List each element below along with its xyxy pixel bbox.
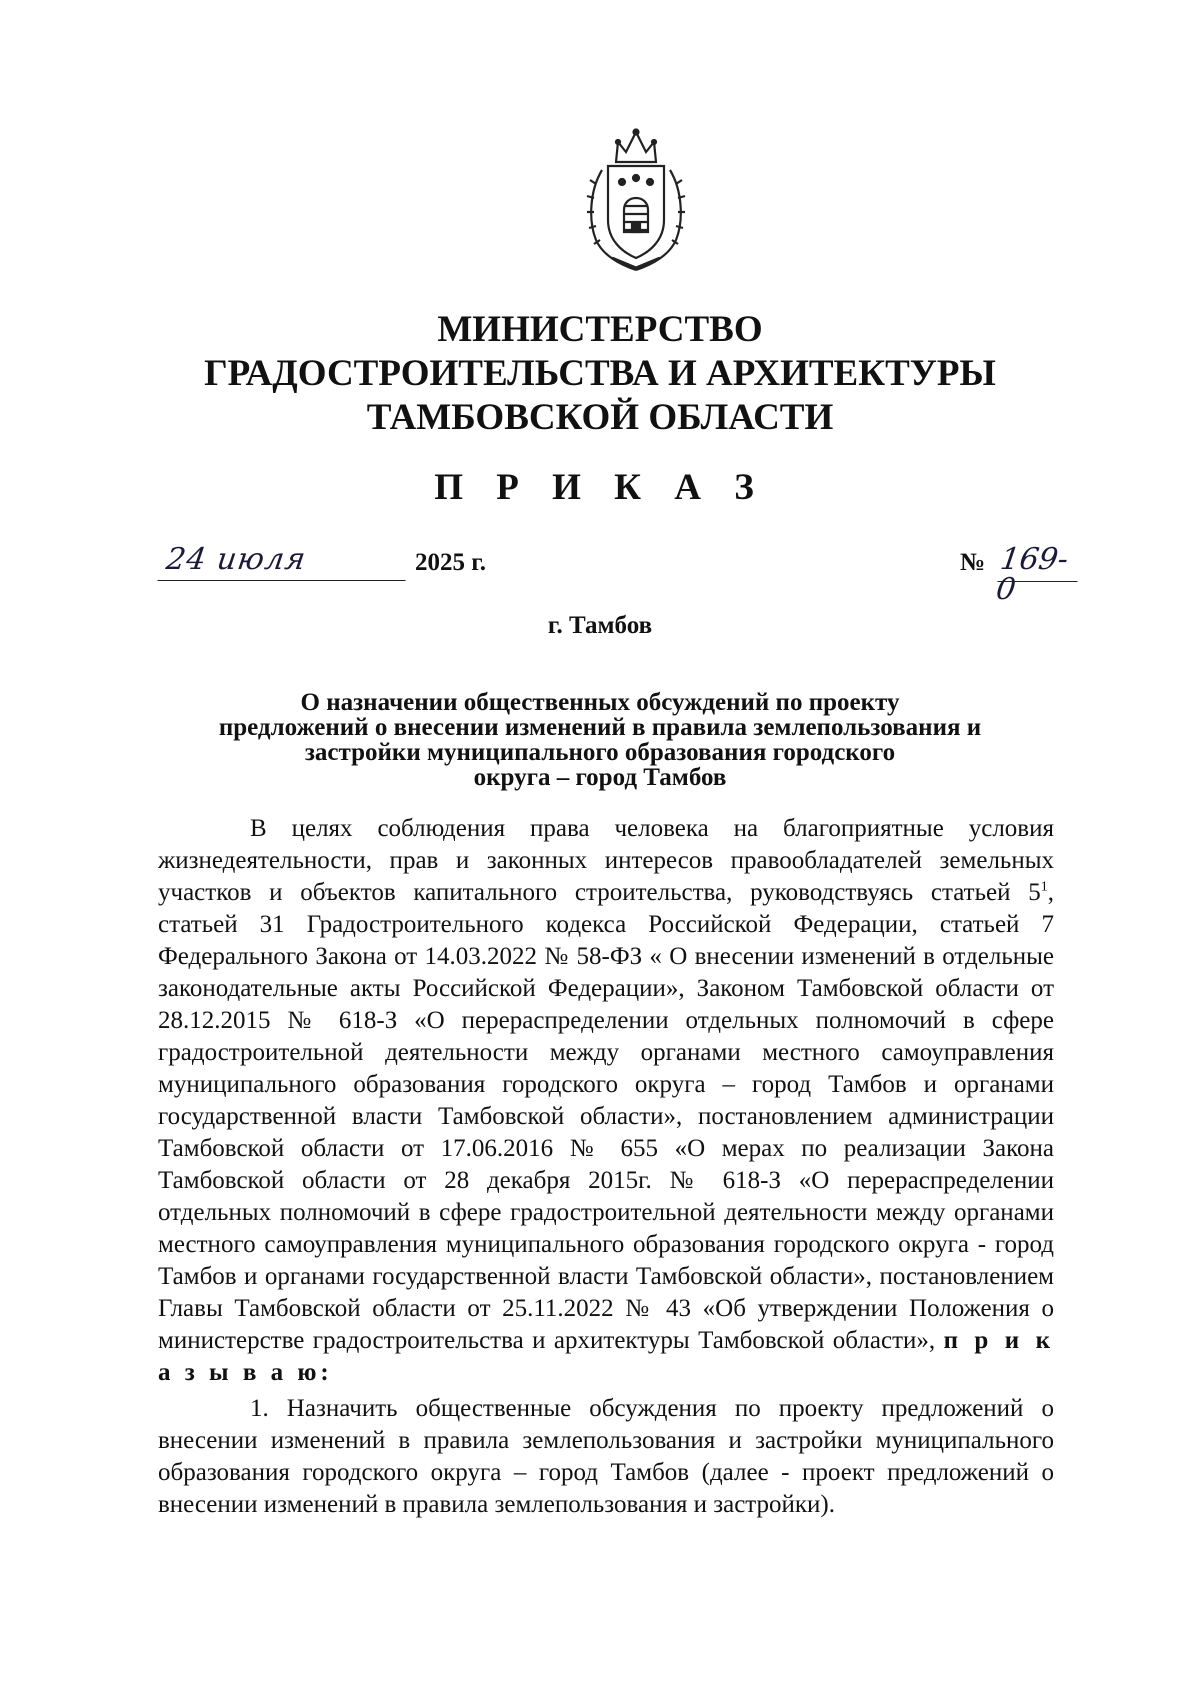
document-subject [150, 690, 1050, 790]
preamble-text-part-2: , статьей 31 Градостроительного кодекса Российской Федерации, статьей 7 Федерального Закона от 14.03.2022 № 58-ФЗ « О внесении изменений в отдельные законодательные акты Российской Федерации», Законом Тамбовской области от 28.12.2015 № 618-З «О перераспределении отдельных полномочий в сфере градостроительной деятельности между органами местного самоуправления муниципального образования городского округа – город Тамбов и органами государственной власти Тамбовской области», постановлением администрации Тамбовской области от 17.06.2016 № 655 «О мерах по реализации Закона Тамбовской области от 28 декабря 2015г. № 618-З «О перераспределении отдельных полномочий в сфере градостроительной деятельности между органами местного самоуправления муниципального образования городского округа - город Тамбов и органами государственной власти Тамбовской области», постановлением Главы Тамбовской области от 25.11.2022 № 43 «Об утверждении Положения о министерстве градостроительства и архитектуры Тамбовской области», [158, 879, 1054, 1354]
handwritten-number: 169-0 [997, 545, 1082, 582]
ministry-line-3: ТАМБОВСКОЙ ОБЛАСТИ [366, 397, 834, 438]
ministry-name [150, 308, 1050, 440]
subject-line-3: застройки муниципального образования городского [304, 739, 896, 766]
decree-word: п р и к а з ы в а ю: [158, 1327, 1054, 1386]
subject-line-2: предложений о внесении изменений в правила землепользования и [218, 714, 982, 741]
ministry-line-2: ГРАДОСТРОИТЕЛЬСТВА И АРХИТЕКТУРЫ [204, 353, 996, 394]
subject-line-4: округа – город Тамбов [473, 764, 727, 791]
document-body [158, 813, 1054, 1521]
handwritten-date: 24 июля [157, 545, 410, 581]
preamble-text-part-1: В целях соблюдения права человека на благоприятные условия жизнедеятельности, прав и законных интересов правообладателей земельных участков и объектов капитального строительства, руководствуясь статьей 5 [158, 815, 1054, 906]
document-type-title: П Р И К А З [434, 467, 766, 508]
city-name: г. Тамбов [547, 612, 653, 639]
preamble-paragraph [158, 813, 1054, 1389]
coat-of-arms-icon [572, 128, 700, 276]
preamble-superscript: 1 [1040, 879, 1048, 895]
date-year: 2025 г. [415, 549, 487, 576]
ministry-line-1: МИНИСТЕРСТВО [437, 309, 763, 350]
subject-line-1: О назначении общественных обсуждений по проекту [300, 689, 900, 716]
number-label: № [960, 549, 986, 576]
date-number-line [160, 542, 1071, 607]
order-item-1: 1. Назначить общественные обсуждения по проекту предложений о внесении изменений в правила землепользования и застройки муниципального образования городского округа – город Тамбов (далее - проект предложений о внесении изменений в правила землепользования и застройки). [158, 1395, 1054, 1518]
